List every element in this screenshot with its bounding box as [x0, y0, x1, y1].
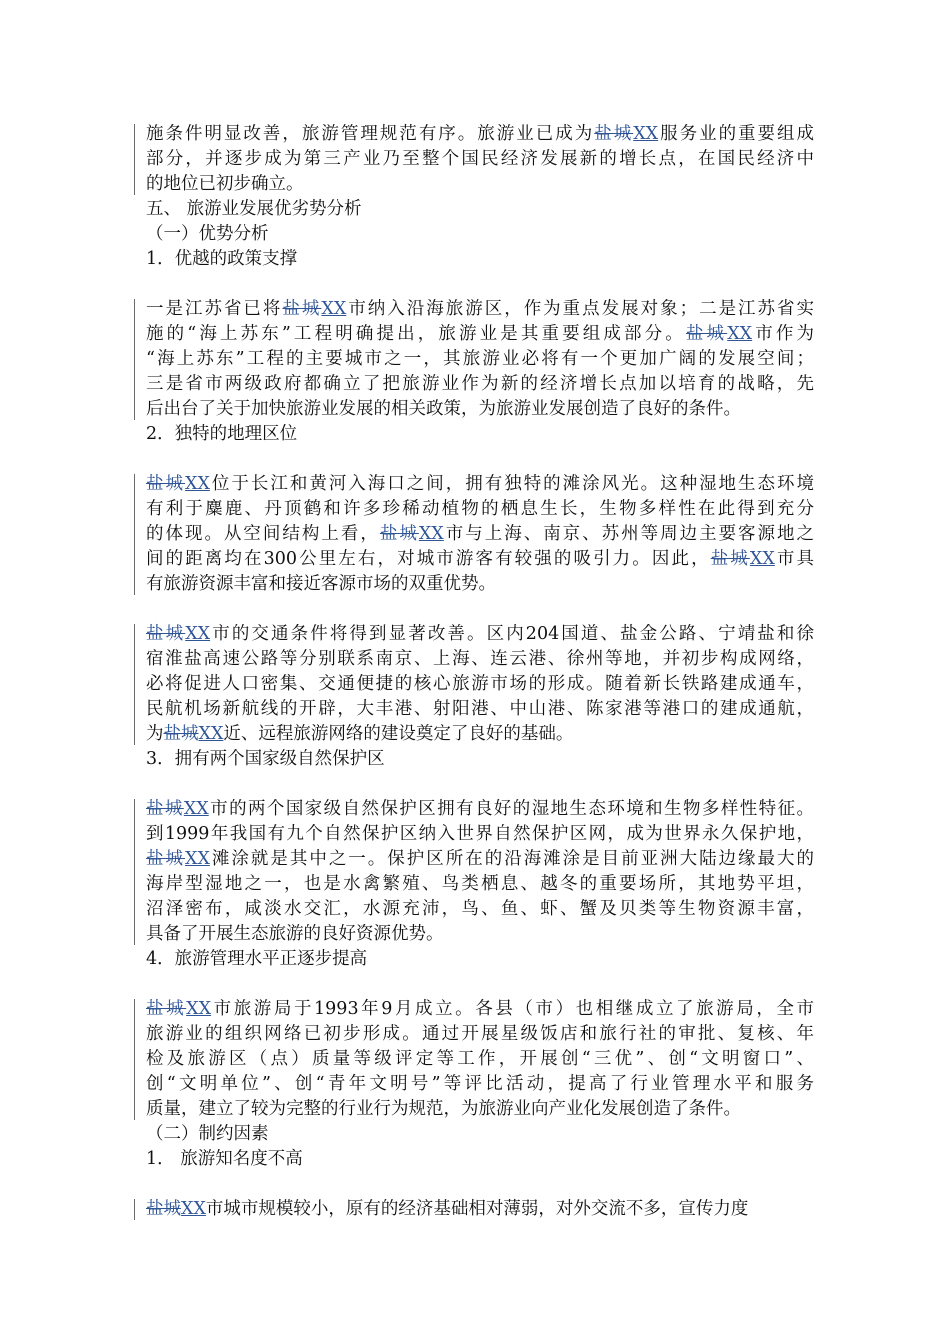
revision-inserted: XX [186, 999, 212, 1019]
text-line: 有利于麋鹿、丹顶鹤和许多珍稀动植物的栖息生长，生物多样性在此得到充分 [146, 499, 814, 519]
revision-inserted: XX [633, 124, 659, 144]
section-heading-five: 五、 旅游业发展优劣势分析 [146, 199, 362, 219]
text-line: 盐城XX滩涂就是其中之一。保护区所在的沿海滩涂是目前亚洲大陆边缘最大的 [146, 849, 815, 869]
revision-inserted: XX [184, 474, 210, 494]
item-heading-location: 2．独特的地理区位 [146, 424, 298, 444]
text-line: “海上苏东”工程的主要城市之一，其旅游业必将有一个更加广阔的发展空间； [146, 349, 814, 369]
revision-inserted: XX [321, 299, 347, 319]
text-line: 盐城XX位于长江和黄河入海口之间，拥有独特的滩涂风光。这种湿地生态环境 [146, 474, 815, 494]
text-line: 盐城XX市的交通条件将得到显著改善。区内204国道、盐金公路、宁靖盐和徐 [146, 624, 814, 644]
paragraph-awareness [146, 1197, 814, 1222]
text-line: 民航机场新航线的开辟，大丰港、射阳港、中山港、陈家港等港口的建成通航， [146, 699, 814, 719]
text-line: 间的距离均在300公里左右，对城市游客有较强的吸引力。因此，盐城XX市具 [146, 549, 815, 569]
text-line: 盐城XX市城市规模较小，原有的经济基础相对薄弱，对外交流不多，宣传力度 [146, 1199, 749, 1219]
text-line: 施条件明显改善，旅游管理规范有序。旅游业已成为盐城XX服务业的重要组成 [146, 124, 815, 144]
text-line: 宿淮盐高速公路等分别联系南京、上海、连云港、徐州等地，并初步构成网络， [146, 649, 814, 669]
text-line: 部分，并逐步成为第三产业乃至整个国民经济发展新的增长点，在国民经济中 [146, 149, 814, 169]
text-line: 后出台了关于加快旅游业发展的相关政策，为旅游业发展创造了良好的条件。 [146, 399, 741, 419]
item-heading-policy: 1．优越的政策支撑 [146, 249, 298, 269]
text-line: 具备了开展生态旅游的良好资源优势。 [146, 924, 444, 944]
item-heading-reserves: 3．拥有两个国家级自然保护区 [146, 749, 385, 769]
revision-inserted: XX [181, 1199, 206, 1219]
text-line: 海岸型湿地之一，也是水禽繁殖、鸟类栖息、越冬的重要场所，其地势平坦， [146, 874, 814, 894]
subheading-constraints: （二）制约因素 [146, 1124, 269, 1144]
revision-deleted: 盐城 [146, 1199, 181, 1219]
revision-deleted: 盐城 [146, 474, 185, 494]
subheading-advantages: （一）优势分析 [146, 224, 269, 244]
text-line: 质量，建立了较为完整的行业行为规范，为旅游业向产业化发展创造了条件。 [146, 1099, 741, 1119]
text-line: 三是省市两级政府都确立了把旅游业作为新的经济增长点加以培育的战略，先 [146, 374, 814, 394]
document-body [146, 122, 814, 1222]
text-line: 施的“海上苏东”工程明确提出，旅游业是其重要组成部分。盐城XX市作为 [146, 324, 815, 344]
revision-inserted: XX [185, 624, 211, 644]
revision-inserted: XX [198, 724, 224, 744]
text-line: 为盐城XX近、远程旅游网络的建设奠定了良好的基础。 [146, 724, 574, 744]
revision-inserted: XX [183, 799, 209, 819]
revision-deleted: 盐城 [146, 799, 184, 819]
text-line: 盐城XX市旅游局于1993年9月成立。各县（市）也相继成立了旅游局，全市 [146, 999, 814, 1019]
text-line: 盐城XX市的两个国家级自然保护区拥有良好的湿地生态环境和生物多样性特征。 [146, 799, 814, 819]
text-line: 旅游业的组织网络已初步形成。通过开展星级饭店和旅行社的审批、复核、年 [146, 1024, 814, 1044]
revision-deleted: 盐城 [710, 549, 750, 569]
text-line: 有旅游资源丰富和接近客源市场的双重优势。 [146, 574, 496, 594]
revision-deleted: 盐城 [282, 299, 322, 319]
revision-deleted: 盐城 [146, 999, 187, 1019]
text-line: 到1999年我国有九个自然保护区纳入世界自然保护区网，成为世界永久保护地， [146, 824, 814, 844]
revision-deleted: 盐城 [146, 849, 185, 869]
text-line: 的地位已初步确立。 [146, 174, 304, 194]
revision-deleted: 盐城 [685, 324, 728, 344]
paragraph-transport [146, 622, 814, 747]
text-line: 检及旅游区（点）质量等级评定等工作，开展创“三优”、创“文明窗口”、 [146, 1049, 814, 1069]
revision-deleted: 盐城 [379, 524, 419, 544]
item-heading-awareness: 1． 旅游知名度不高 [146, 1149, 303, 1169]
revision-inserted: XX [184, 849, 210, 869]
revision-inserted: XX [727, 324, 753, 344]
revision-deleted: 盐城 [146, 624, 186, 644]
text-line: 的体现。从空间结构上看，盐城XX市与上海、南京、苏州等周边主要客源地之 [146, 524, 815, 544]
paragraph-reserves [146, 797, 814, 947]
paragraph-policy [146, 297, 814, 422]
revision-deleted: 盐城 [163, 724, 199, 744]
text-line: 必将促进人口密集、交通便捷的核心旅游市场的形成。随着新长铁路建成通车， [146, 674, 814, 694]
revision-inserted: XX [418, 524, 444, 544]
text-line: 一是江苏省已将盐城XX市纳入沿海旅游区，作为重点发展对象；二是江苏省实 [146, 299, 815, 319]
text-line: 创“文明单位”、创“青年文明号”等评比活动，提高了行业管理水平和服务 [146, 1074, 814, 1094]
item-heading-management: 4．旅游管理水平正逐步提高 [146, 949, 368, 969]
paragraph-location [146, 472, 814, 597]
text-line: 沼泽密布，咸淡水交汇，水源充沛，鸟、鱼、虾、蟹及贝类等生物资源丰富， [146, 899, 814, 919]
revision-deleted: 盐城 [594, 124, 634, 144]
paragraph-management [146, 997, 814, 1122]
paragraph-tourism-status [146, 122, 814, 197]
revision-inserted: XX [749, 549, 775, 569]
